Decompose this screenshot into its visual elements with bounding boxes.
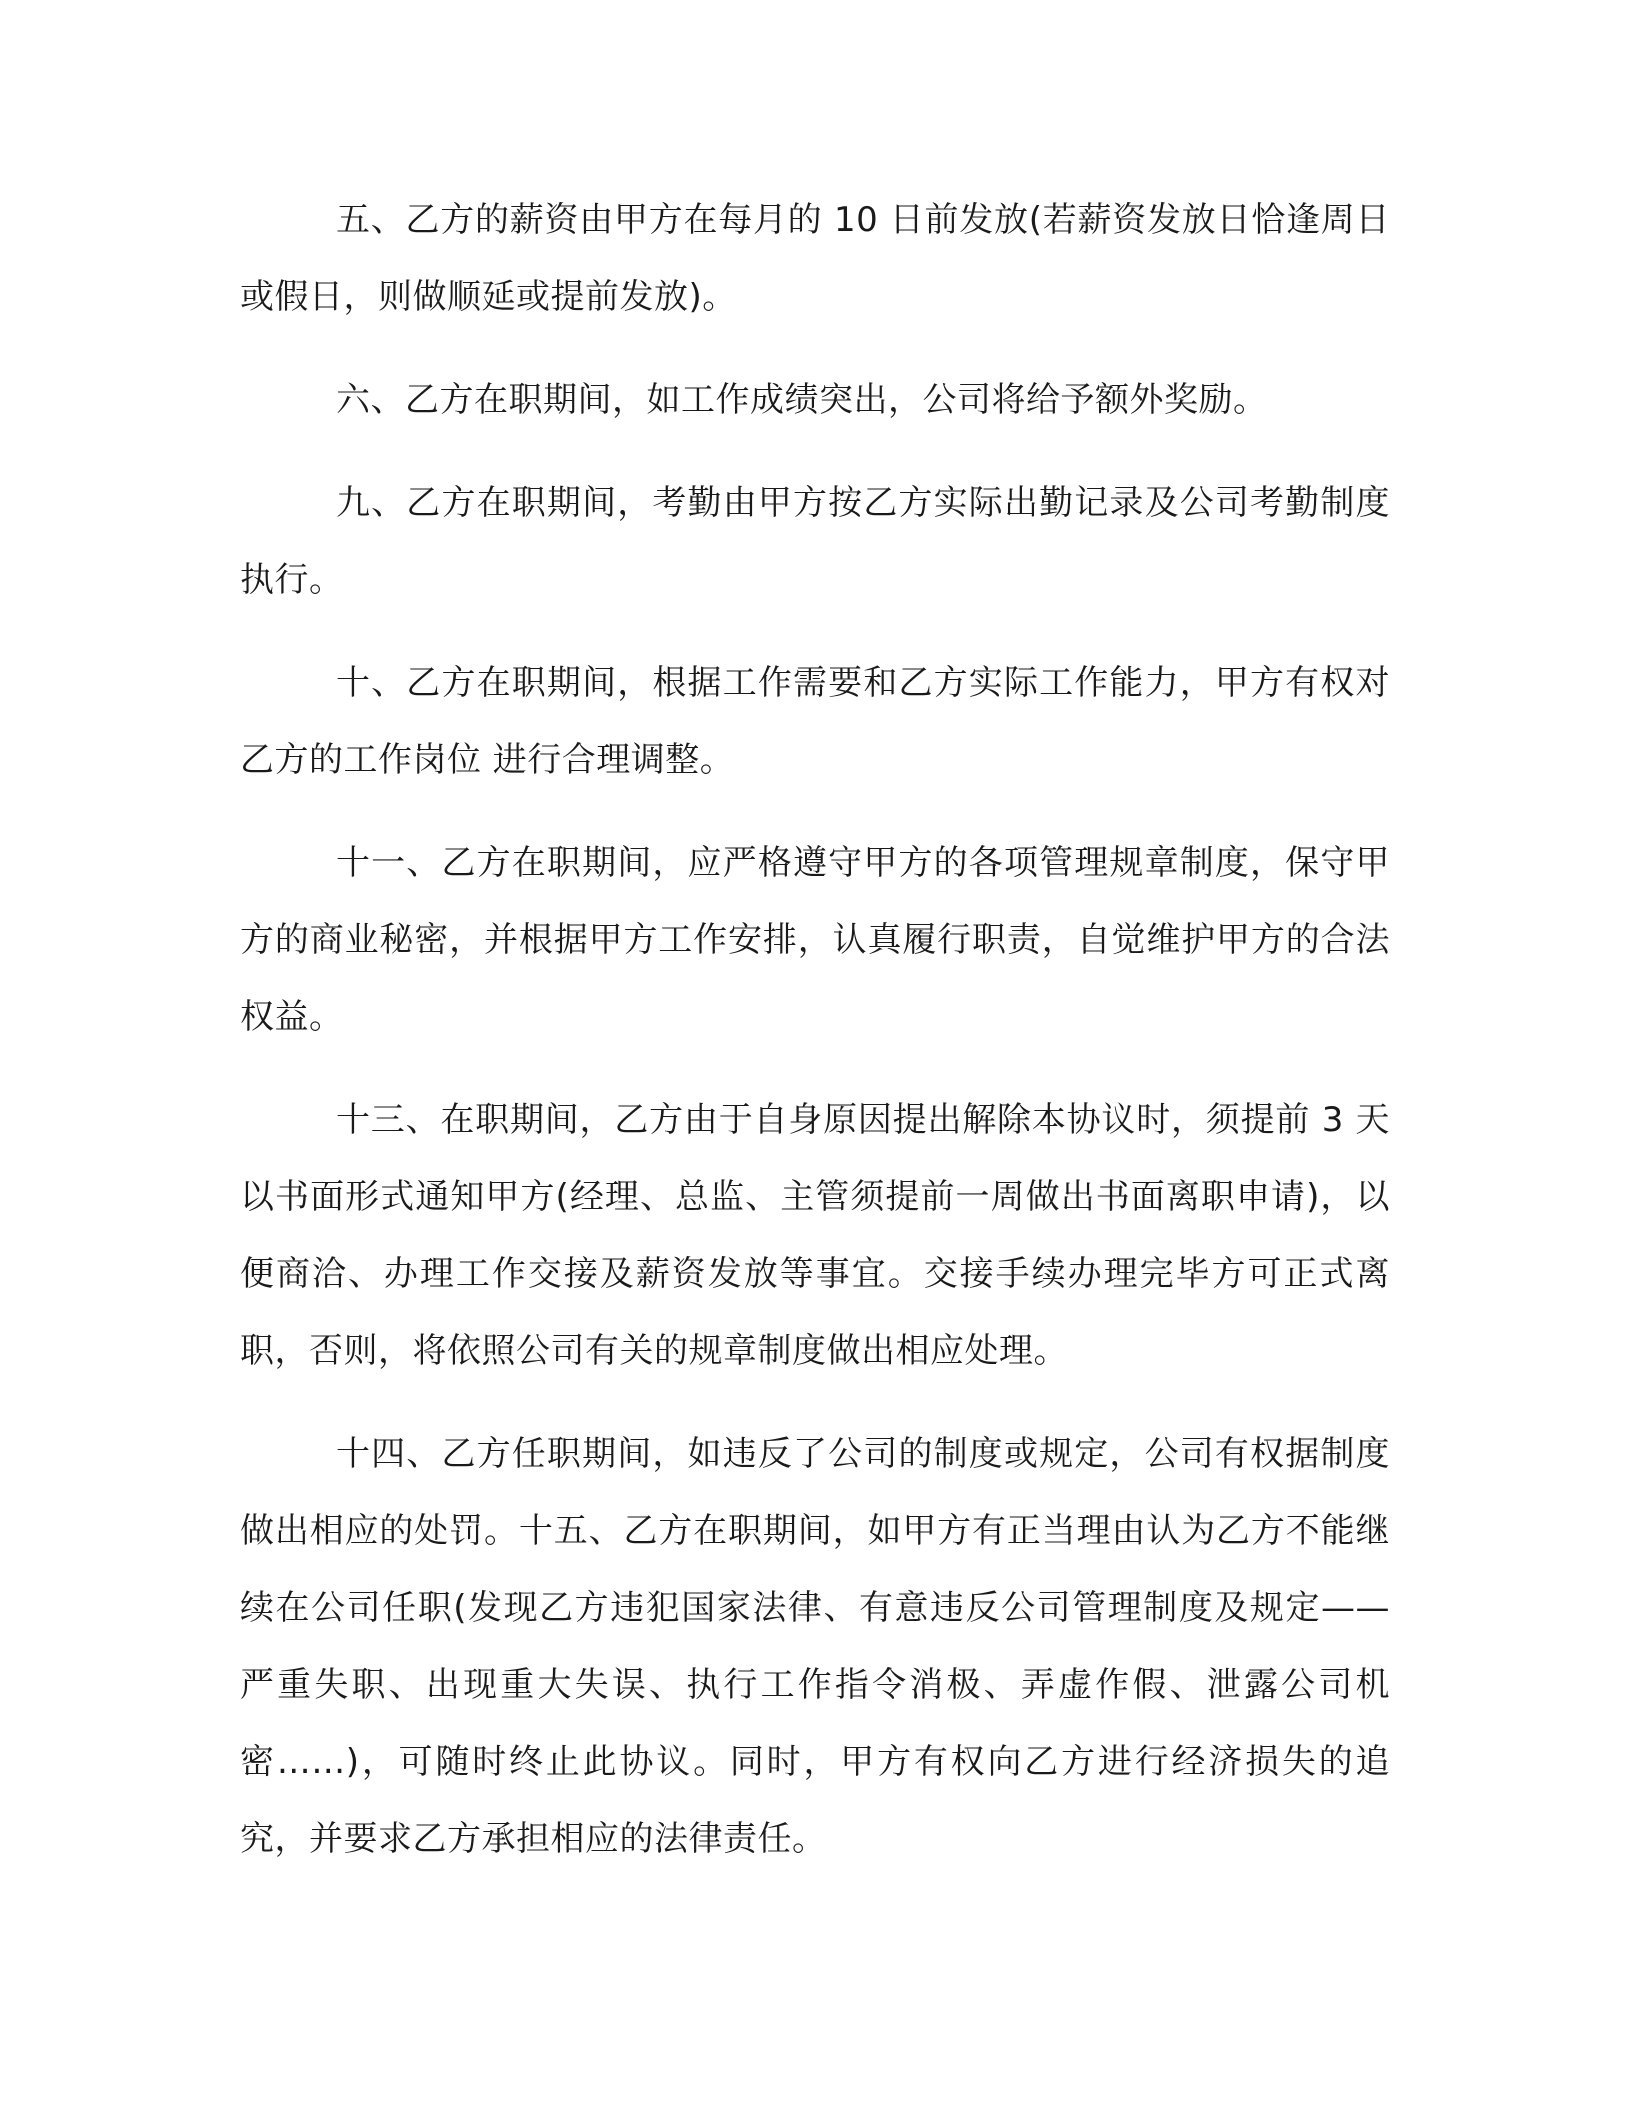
clause-5: 五、乙方的薪资由甲方在每月的 10 日前发放(若薪资发放日恰逢周日或假日，则做顺延或提前发放)。: [240, 200, 1390, 317]
clause-9: 九、乙方在职期间，考勤由甲方按乙方实际出勤记录及公司考勤制度执行。: [240, 483, 1390, 600]
clause-11: 十一、乙方在职期间，应严格遵守甲方的各项管理规章制度，保守甲方的商业秘密，并根据甲方工作安排，认真履行职责，自觉维护甲方的合法权益。: [240, 843, 1390, 1037]
clause-14-15: 十四、乙方任职期间，如违反了公司的制度或规定，公司有权据制度做出相应的处罚。十五、乙方在职期间，如甲方有正当理由认为乙方不能继续在公司任职(发现乙方违犯国家法律、有意违反公司管理制度及规定——严重失职、出现重大失误、执行工作指令消极、弄虚作假、泄露公司机密……)，可随时终止此协议。同时，甲方有权向乙方进行经济损失的追究，并要求乙方承担相应的法律责任。: [240, 1434, 1390, 1859]
clause-13: 十三、在职期间，乙方由于自身原因提出解除本协议时，须提前 3 天以书面形式通知甲方(经理、总监、主管须提前一周做出书面离职申请)，以便商洽、办理工作交接及薪资发放等事宜。交接手续办理完毕方可正式离职，否则，将依照公司有关的规章制度做出相应处理。: [240, 1100, 1390, 1371]
clause-10: 十、乙方在职期间，根据工作需要和乙方实际工作能力，甲方有权对乙方的工作岗位 进行合理调整。: [240, 663, 1390, 780]
document-body: [240, 182, 1390, 1904]
clause-6: 六、乙方在职期间，如工作成绩突出，公司将给予额外奖励。: [336, 380, 1268, 420]
